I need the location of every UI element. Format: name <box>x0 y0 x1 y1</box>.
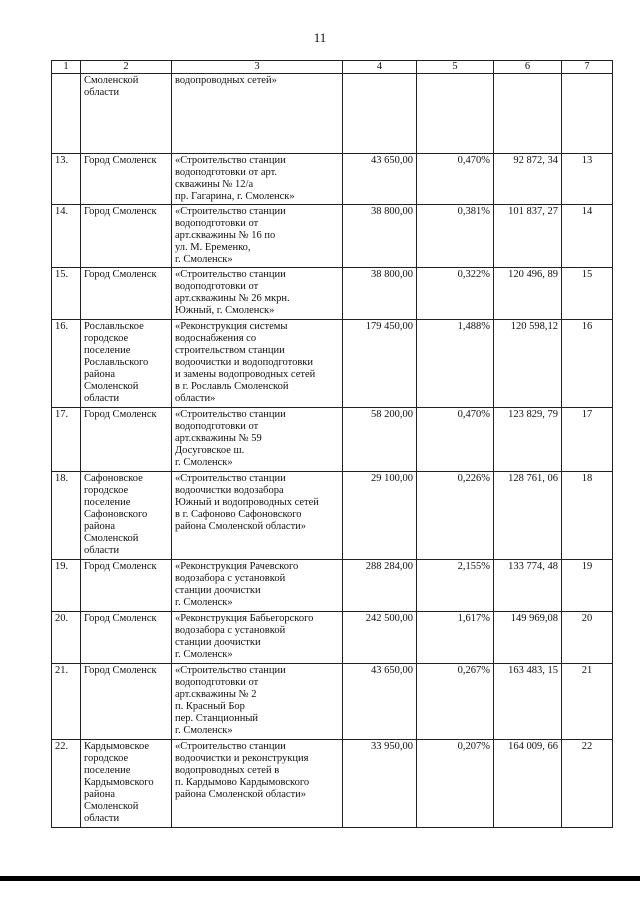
row-number-cell: 17. <box>52 408 81 472</box>
header-row <box>52 61 613 74</box>
region-cell: Город Смоленск <box>81 154 172 205</box>
row-number-cell: 15. <box>52 268 81 320</box>
rank-cell: 16 <box>562 320 613 408</box>
region-cell: Сафоновское городское поселение Сафоновского района Смоленской области <box>81 472 172 560</box>
bottom-border-rule <box>0 876 640 881</box>
project-cell: «Реконструкция Рачевского водозабора с установкой станции доочистки г. Смоленск» <box>172 560 343 612</box>
project-cell: «Строительство станции водоподготовки от арт.скважины № 26 мкрн. Южный, г. Смоленск» <box>172 268 343 320</box>
rank-cell: 14 <box>562 205 613 268</box>
amount-cell: 38 800,00 <box>343 205 417 268</box>
region-cell: Город Смоленск <box>81 612 172 664</box>
rank-cell: 22 <box>562 740 613 828</box>
project-cell: «Строительство станции водоочистки водозабора Южный и водопроводных сетей в г. Сафоново Сафоновского района Смоленской области» <box>172 472 343 560</box>
page-number: 11 <box>313 30 327 45</box>
amount-cell: 38 800,00 <box>343 268 417 320</box>
column-header: 3 <box>172 61 343 74</box>
column-header: 4 <box>343 61 417 74</box>
row-number-cell <box>52 74 81 154</box>
percent-cell: 1,488% <box>417 320 494 408</box>
percent-cell: 0,470% <box>417 154 494 205</box>
table-row <box>52 472 613 560</box>
cumulative-cell: 120 496, 89 <box>494 268 562 320</box>
amount-cell <box>343 74 417 154</box>
row-number-cell: 22. <box>52 740 81 828</box>
cumulative-cell: 163 483, 15 <box>494 664 562 740</box>
table-row <box>52 154 613 205</box>
column-header: 1 <box>52 61 81 74</box>
amount-cell: 29 100,00 <box>343 472 417 560</box>
table-row <box>52 268 613 320</box>
cumulative-cell: 92 872, 34 <box>494 154 562 205</box>
amount-cell: 33 950,00 <box>343 740 417 828</box>
region-cell: Город Смоленск <box>81 560 172 612</box>
row-number-cell: 16. <box>52 320 81 408</box>
project-cell: водопроводных сетей» <box>172 74 343 154</box>
amount-cell: 58 200,00 <box>343 408 417 472</box>
percent-cell: 0,267% <box>417 664 494 740</box>
cumulative-cell: 133 774, 48 <box>494 560 562 612</box>
project-cell: «Строительство станции водоподготовки от арт. скважины № 12/а пр. Гагарина, г. Смоленск» <box>172 154 343 205</box>
table-row <box>52 664 613 740</box>
amount-cell: 43 650,00 <box>343 664 417 740</box>
cumulative-cell <box>494 74 562 154</box>
amount-cell: 242 500,00 <box>343 612 417 664</box>
percent-cell: 2,155% <box>417 560 494 612</box>
percent-cell: 0,381% <box>417 205 494 268</box>
cumulative-cell: 101 837, 27 <box>494 205 562 268</box>
column-header: 2 <box>81 61 172 74</box>
rank-cell: 13 <box>562 154 613 205</box>
column-header: 6 <box>494 61 562 74</box>
amount-cell: 288 284,00 <box>343 560 417 612</box>
project-cell: «Строительство станции водоподготовки от арт.скважины № 2 п. Красный Бор пер. Станционный г. Смоленск» <box>172 664 343 740</box>
region-cell: Кардымовское городское поселение Кардымовского района Смоленской области <box>81 740 172 828</box>
project-cell: «Строительство станции водоподготовки от арт.скважины № 59 Досуговское ш. г. Смоленск» <box>172 408 343 472</box>
table-row <box>52 408 613 472</box>
table-row <box>52 320 613 408</box>
region-cell: Город Смоленск <box>81 664 172 740</box>
table-row <box>52 612 613 664</box>
table-row <box>52 205 613 268</box>
projects-table <box>51 60 613 828</box>
table-row <box>52 740 613 828</box>
rank-cell: 19 <box>562 560 613 612</box>
percent-cell: 0,207% <box>417 740 494 828</box>
row-number-cell: 21. <box>52 664 81 740</box>
region-cell: Рославльское городское поселение Рославльского района Смоленской области <box>81 320 172 408</box>
rank-cell <box>562 74 613 154</box>
row-number-cell: 19. <box>52 560 81 612</box>
project-cell: «Реконструкция системы водоснабжения со строительством станции водоочистки и водоподготовки и замены водопроводных сетей в г. Рославль Смоленской области» <box>172 320 343 408</box>
rank-cell: 17 <box>562 408 613 472</box>
percent-cell: 0,470% <box>417 408 494 472</box>
cumulative-cell: 128 761, 06 <box>494 472 562 560</box>
region-cell: Смоленской области <box>81 74 172 154</box>
region-cell: Город Смоленск <box>81 205 172 268</box>
region-cell: Город Смоленск <box>81 408 172 472</box>
cumulative-cell: 120 598,12 <box>494 320 562 408</box>
region-cell: Город Смоленск <box>81 268 172 320</box>
project-cell: «Реконструкция Бабьегорского водозабора с установкой станции доочистки г. Смоленск» <box>172 612 343 664</box>
amount-cell: 179 450,00 <box>343 320 417 408</box>
cumulative-cell: 149 969,08 <box>494 612 562 664</box>
column-header: 7 <box>562 61 613 74</box>
rank-cell: 21 <box>562 664 613 740</box>
row-number-cell: 14. <box>52 205 81 268</box>
rank-cell: 15 <box>562 268 613 320</box>
row-number-cell: 20. <box>52 612 81 664</box>
percent-cell <box>417 74 494 154</box>
table-row <box>52 74 613 154</box>
project-cell: «Строительство станции водоочистки и реконструкция водопроводных сетей в п. Кардымово Кардымовского района Смоленской области» <box>172 740 343 828</box>
row-number-cell: 18. <box>52 472 81 560</box>
rank-cell: 18 <box>562 472 613 560</box>
cumulative-cell: 164 009, 66 <box>494 740 562 828</box>
project-cell: «Строительство станции водоподготовки от арт.скважины № 16 по ул. М. Еременко, г. Смоленск» <box>172 205 343 268</box>
column-header: 5 <box>417 61 494 74</box>
amount-cell: 43 650,00 <box>343 154 417 205</box>
table-row <box>52 560 613 612</box>
rank-cell: 20 <box>562 612 613 664</box>
percent-cell: 1,617% <box>417 612 494 664</box>
percent-cell: 0,322% <box>417 268 494 320</box>
cumulative-cell: 123 829, 79 <box>494 408 562 472</box>
row-number-cell: 13. <box>52 154 81 205</box>
percent-cell: 0,226% <box>417 472 494 560</box>
